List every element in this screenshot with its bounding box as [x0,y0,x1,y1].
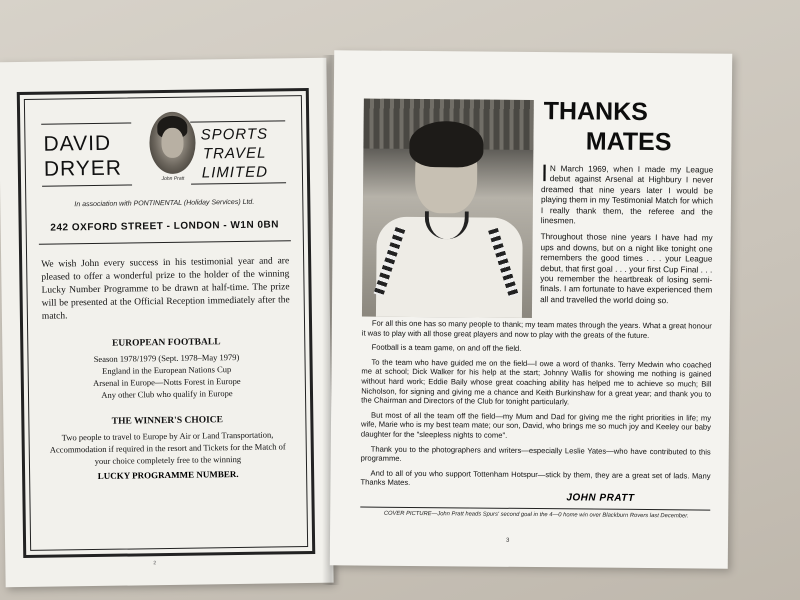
portrait-caption: John Pratt [161,175,185,183]
advert-inner-frame [24,95,308,551]
winners-choice-footer: LUCKY PROGRAMME NUMBER. [97,469,239,481]
signature: JOHN PRATT [566,492,635,504]
intro-p1-text: N March 1969, when I made my League debut against Arsenal at Highbury I never dreamed that nine years later I would be playing them in my Testimonial Match for which I really thank them, the referee and the linesmen. [540,164,714,226]
european-football-title: EUROPEAN FOOTBALL [111,337,221,349]
page-number: 3 [505,537,510,544]
article-paragraph: To the team who have guided me on the field—I owe a word of thanks. Terry Medwin who coached me at school; Dick Walker for his help at the start; Johnny Wallis for showing me nothing is gained without hard work; Eddie Baily whose great coaching ability has helped me to achieve so much; Bill Nicholson, for signing and giving me a chance and Keith Burkinshaw for a great year; and thank you to the Chairman and Directors of the Club for tonight particularly. [361,357,712,407]
intro-paragraph-2: Throughout those nine years I have had my ups and downs, but on a night like tonight one remembers the good times . . . your League debut, that first goal . . . your first Cup Final . . . you remember the heartbreak of losing semi-finals. I am fortunate to have experienced them all and travelled the world doing so. [540,232,713,306]
winners-choice-title: THE WINNER'S CHOICE [111,415,224,427]
european-line: Arsenal in Europe—Notts Forest in Europe [92,375,241,389]
divider [42,184,132,186]
divider [190,120,285,122]
article-paragraph: Football is a team game, on and off the field. [371,342,522,354]
page-number: 2 [153,560,157,567]
intro-text [540,160,714,313]
portrait-face [161,128,183,158]
headline [543,96,672,157]
drop-cap: I [541,160,548,188]
divider [360,507,710,511]
company-line3: LIMITED [201,163,269,182]
cover-picture-caption: COVER PICTURE—John Pratt heads Spurs' second goal in the 4—0 home win over Blackburn Rovers last December. [383,510,689,520]
article-body [360,319,712,496]
winners-choice-body: Two people to travel to Europe by Air or Land Transportation, Accommodation if required in the resort and Tickets for the Match of your choice completely free to the winning [49,429,286,467]
advert-header [37,110,290,192]
advert-address: 242 OXFORD STREET - LONDON - W1N 0BN [39,219,291,245]
article-paragraph: Thank you to the photographers and writers—especially Leslie Yates—who have contributed to this programme. [360,444,711,464]
article-paragraph: For all this one has so many people to thank; my team mates through the years. What a great honour it was to play with all those great players and now to play with the greats of the future. [361,318,712,340]
left-page [0,58,334,588]
advert-company [185,124,284,182]
advert-association: In association with PONTINENTAL (Holiday Services) Ltd. [74,198,255,209]
player-photo [362,99,534,318]
right-page [330,50,732,568]
player-hair [409,121,483,168]
advert-name-line1: DAVID [43,131,112,156]
european-line: Any other Club who qualify in Europe [101,388,233,400]
advert-body: We wish John every success in his testimonial year and are pleased to offer a wonderful prize to the holder of the winning Lucky Number Programme to be drawn at half-time. The prize will be presented at the Official Reception immediately after the match. [41,256,290,322]
divider [191,182,286,184]
company-line2: TRAVEL [202,144,267,163]
european-line: England in the European Nations Cup [102,364,232,376]
article-paragraph: But most of all the team off the field—my Mum and Dad for giving me the right priorities in life; my wife, Marie who is my best team mate; our son, David, who brings me so much joy and Keeley our baby daughter for the "sleepless nights to come". [360,410,712,440]
european-football-lines [40,350,293,402]
advert-name-line2: DRYER [43,156,123,181]
company-line1: SPORTS [200,125,269,144]
headline-line2: MATES [585,127,672,157]
intro-paragraph-1 [540,160,714,228]
divider [41,122,131,124]
headline-line1: THANKS [543,97,649,127]
advert-frame [17,88,315,558]
advert-name [43,131,124,182]
european-line: Season 1978/1979 (Sept. 1978–May 1979) [93,351,240,365]
article-paragraph: And to all of you who support Tottenham Hotspur—stick by them, they are a great set of lads. Many Thanks Mates. [360,468,711,488]
